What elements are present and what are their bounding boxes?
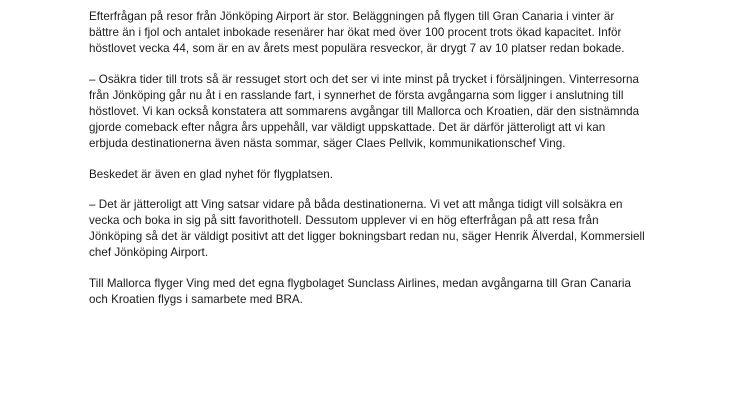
text-line: från Jönköping går nu åt i en rasslande fart, i synnerhet de första avgångarna som ligger i anslutning till (89, 88, 624, 102)
text-line: Beskedet är även en glad nyhet för flygplatsen. (89, 167, 334, 181)
text-line: vecka och boka in sig på sitt favorithotell. Dessutom upplever vi en hög efterfrågan på att resa från (89, 214, 599, 228)
paragraph-airport-news (89, 167, 669, 183)
text-line: chef Jönköping Airport. (89, 246, 209, 260)
paragraph-airport-quote (89, 197, 669, 262)
article-body (89, 9, 669, 322)
text-line: – Det är jätteroligt att Ving satsar vidare på båda destinationerna. Vi vet att många tidigt vill solsäkra en (89, 197, 623, 211)
text-line: höstlovet. Vi kan också konstatera att sommarens avgångar till Mallorca och Kroatien, där den sistnämnda (89, 105, 640, 119)
paragraph-booking-demand (89, 9, 669, 58)
text-line: Till Mallorca flyger Ving med det egna flygbolaget Sunclass Airlines, medan avgångarna till Gran Canaria (89, 276, 632, 290)
text-line: bättre än i fjol och antalet inbokade resenärer har ökat med över 100 procent trots ökad kapacitet. Inför (89, 26, 622, 40)
text-line: Efterfrågan på resor från Jönköping Airport är stor. Beläggningen på flygen till Gran Canaria i vinter är (89, 10, 615, 23)
paragraph-airlines (89, 276, 669, 308)
text-line: gjorde comeback efter några års uppehåll, var väldigt uppskattade. Det är därför jätteroligt att vi kan (89, 121, 606, 135)
text-line: erbjuda destinationerna även nästa sommar, säger Claes Pellvik, kommunikationschef Ving. (89, 137, 566, 151)
text-line: Jönköping så det är väldigt positivt att det ligger bokningsbart redan nu, säger Henrik Älverdal, Kommersiell (89, 230, 645, 244)
text-line: – Osäkra tider till trots så är ressuget stort och det ser vi inte minst på trycket i försäljningen. Vinterresorna (89, 72, 639, 86)
text-line: och Kroatien flygs i samarbete med BRA. (89, 292, 303, 306)
paragraph-ving-quote (89, 72, 669, 153)
text-line: höstlovet vecka 44, som är en av årets mest populära resveckor, är drygt 7 av 10 platser redan bokade. (89, 42, 625, 56)
